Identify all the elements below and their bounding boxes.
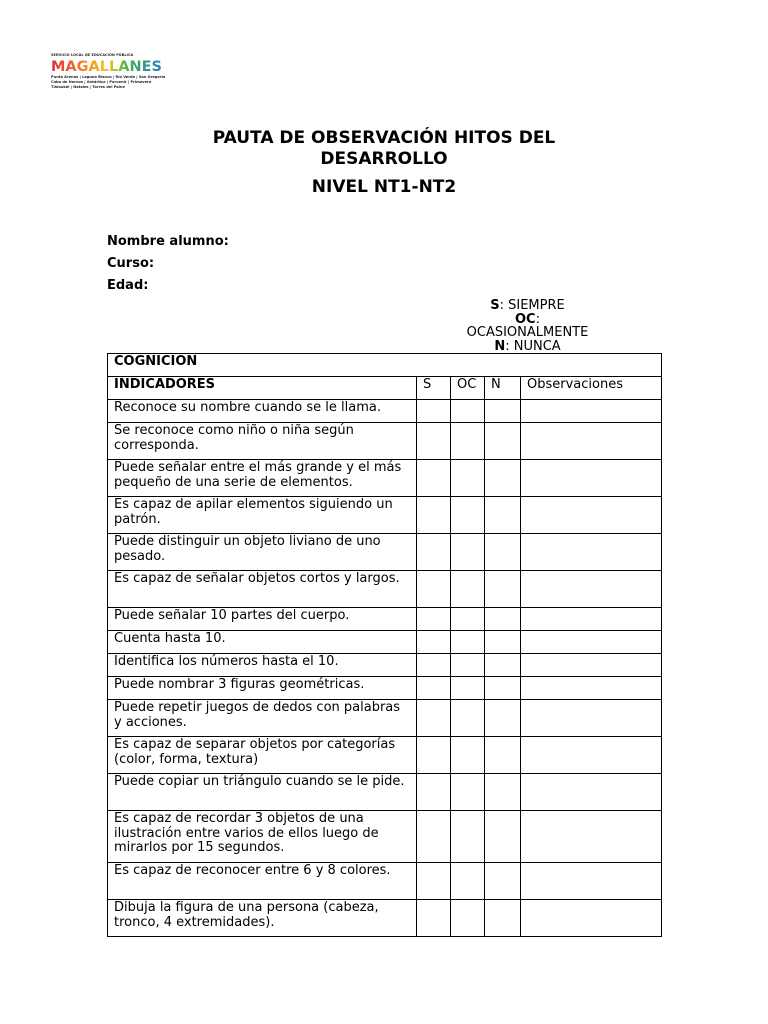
indicator-cell: Es capaz de recordar 3 objetos de una ilustración entre varios de ellos luego de mirarlos por 15 segundos. bbox=[108, 811, 417, 863]
n-cell[interactable] bbox=[485, 677, 521, 700]
observations-cell[interactable] bbox=[521, 700, 662, 737]
n-cell[interactable] bbox=[485, 900, 521, 937]
oc-cell[interactable] bbox=[451, 774, 485, 811]
observations-cell[interactable] bbox=[521, 811, 662, 863]
s-cell[interactable] bbox=[417, 608, 451, 631]
s-cell[interactable] bbox=[417, 631, 451, 654]
indicator-cell: Es capaz de apilar elementos siguiendo un patrón. bbox=[108, 497, 417, 534]
indicator-cell: Puede nombrar 3 figuras geométricas. bbox=[108, 677, 417, 700]
table-row bbox=[108, 400, 662, 423]
document-title bbox=[150, 128, 618, 170]
table-row bbox=[108, 497, 662, 534]
oc-cell[interactable] bbox=[451, 863, 485, 900]
observations-cell[interactable] bbox=[521, 677, 662, 700]
oc-cell[interactable] bbox=[451, 654, 485, 677]
indicator-cell: Puede señalar entre el más grande y el más pequeño de una serie de elementos. bbox=[108, 460, 417, 497]
title-line-2: DESARROLLO bbox=[320, 149, 448, 169]
logo-top-line: SERVICIO LOCAL DE EDUCACIÓN PÚBLICA bbox=[51, 53, 134, 57]
legend-oc-key: OC bbox=[515, 311, 536, 327]
oc-cell[interactable] bbox=[451, 400, 485, 423]
magallanes-logo bbox=[51, 53, 201, 90]
s-cell[interactable] bbox=[417, 497, 451, 534]
n-cell[interactable] bbox=[485, 811, 521, 863]
indicator-cell: Reconoce su nombre cuando se le llama. bbox=[108, 400, 417, 423]
n-cell[interactable] bbox=[485, 774, 521, 811]
age-label: Edad: bbox=[107, 278, 149, 293]
legend-ocasionalmente bbox=[455, 313, 600, 327]
section-title: COGNICIÓN bbox=[108, 354, 662, 377]
indicator-cell: Puede distinguir un objeto liviano de uno pesado. bbox=[108, 534, 417, 571]
table-row bbox=[108, 534, 662, 571]
legend-oc-text2: OCASIONALMENTE bbox=[466, 325, 589, 340]
header-oc: OC bbox=[451, 377, 485, 400]
table-row bbox=[108, 631, 662, 654]
observations-cell[interactable] bbox=[521, 608, 662, 631]
n-cell[interactable] bbox=[485, 571, 521, 608]
n-cell[interactable] bbox=[485, 863, 521, 900]
s-cell[interactable] bbox=[417, 400, 451, 423]
s-cell[interactable] bbox=[417, 700, 451, 737]
observations-cell[interactable] bbox=[521, 400, 662, 423]
n-cell[interactable] bbox=[485, 631, 521, 654]
s-cell[interactable] bbox=[417, 423, 451, 460]
indicator-cell: Puede señalar 10 partes del cuerpo. bbox=[108, 608, 417, 631]
oc-cell[interactable] bbox=[451, 423, 485, 460]
logo-name bbox=[51, 59, 201, 75]
header-n: N bbox=[485, 377, 521, 400]
observations-cell[interactable] bbox=[521, 423, 662, 460]
table-row bbox=[108, 423, 662, 460]
s-cell[interactable] bbox=[417, 677, 451, 700]
legend-n-text: : NUNCA bbox=[505, 338, 561, 354]
table-row bbox=[108, 677, 662, 700]
section-row bbox=[108, 354, 662, 377]
n-cell[interactable] bbox=[485, 654, 521, 677]
n-cell[interactable] bbox=[485, 497, 521, 534]
logo-sub-line: Punta Arenas | Laguna Blanca | Río Verde | San Gregorio bbox=[51, 75, 166, 79]
legend-s-key: S bbox=[490, 298, 500, 313]
indicator-cell: Puede repetir juegos de dedos con palabras y acciones. bbox=[108, 700, 417, 737]
observations-cell[interactable] bbox=[521, 863, 662, 900]
indicator-cell: Es capaz de reconocer entre 6 y 8 colores. bbox=[108, 863, 417, 900]
table-row bbox=[108, 608, 662, 631]
s-cell[interactable] bbox=[417, 654, 451, 677]
n-cell[interactable] bbox=[485, 400, 521, 423]
header-row bbox=[108, 377, 662, 400]
indicator-cell: Cuenta hasta 10. bbox=[108, 631, 417, 654]
indicator-cell: Es capaz de señalar objetos cortos y largos. bbox=[108, 571, 417, 608]
s-cell[interactable] bbox=[417, 774, 451, 811]
observations-cell[interactable] bbox=[521, 534, 662, 571]
legend-s-text: : SIEMPRE bbox=[499, 298, 565, 313]
oc-cell[interactable] bbox=[451, 700, 485, 737]
logo-sub-line: Cabo de Hornos | Antártica | Porvenir | Primavera bbox=[51, 80, 152, 84]
s-cell[interactable] bbox=[417, 460, 451, 497]
legend-siempre bbox=[455, 299, 600, 313]
n-cell[interactable] bbox=[485, 737, 521, 774]
s-cell[interactable] bbox=[417, 811, 451, 863]
s-cell[interactable] bbox=[417, 571, 451, 608]
observations-cell[interactable] bbox=[521, 900, 662, 937]
s-cell[interactable] bbox=[417, 737, 451, 774]
logo-sub-line: Timaukel | Natales | Torres del Paine bbox=[51, 85, 125, 89]
table-row bbox=[108, 811, 662, 863]
n-cell[interactable] bbox=[485, 534, 521, 571]
observations-cell[interactable] bbox=[521, 460, 662, 497]
observations-cell[interactable] bbox=[521, 631, 662, 654]
n-cell[interactable] bbox=[485, 700, 521, 737]
oc-cell[interactable] bbox=[451, 677, 485, 700]
table-row bbox=[108, 737, 662, 774]
oc-cell[interactable] bbox=[451, 534, 485, 571]
title-line-1: PAUTA DE OBSERVACIÓN HITOS DEL bbox=[212, 128, 556, 148]
oc-cell[interactable] bbox=[451, 811, 485, 863]
indicator-cell: Puede copiar un triángulo cuando se le pide. bbox=[108, 774, 417, 811]
course-label: Curso: bbox=[107, 256, 155, 271]
indicator-cell: Se reconoce como niño o niña según corresponda. bbox=[108, 423, 417, 460]
s-cell[interactable] bbox=[417, 900, 451, 937]
indicator-cell: Identifica los números hasta el 10. bbox=[108, 654, 417, 677]
indicator-cell: Dibuja la figura de una persona (cabeza, tronco, 4 extremidades). bbox=[108, 900, 417, 937]
n-cell[interactable] bbox=[485, 608, 521, 631]
legend-n-key: N bbox=[494, 338, 506, 354]
header-indicators: INDICADORES bbox=[108, 377, 417, 400]
header-observations: Observaciones bbox=[521, 377, 662, 400]
observations-cell[interactable] bbox=[521, 571, 662, 608]
table-row bbox=[108, 863, 662, 900]
n-cell[interactable] bbox=[485, 460, 521, 497]
table-row bbox=[108, 700, 662, 737]
oc-cell[interactable] bbox=[451, 571, 485, 608]
n-cell[interactable] bbox=[485, 423, 521, 460]
frequency-legend bbox=[455, 299, 600, 353]
header-s: S bbox=[417, 377, 451, 400]
oc-cell[interactable] bbox=[451, 737, 485, 774]
table-row bbox=[108, 654, 662, 677]
s-cell[interactable] bbox=[417, 534, 451, 571]
oc-cell[interactable] bbox=[451, 460, 485, 497]
level-title: NIVEL NT1-NT2 bbox=[311, 177, 457, 197]
table-row bbox=[108, 571, 662, 608]
observations-cell[interactable] bbox=[521, 654, 662, 677]
table-row bbox=[108, 774, 662, 811]
s-cell[interactable] bbox=[417, 863, 451, 900]
table-row bbox=[108, 460, 662, 497]
legend-oc-text: : bbox=[535, 311, 540, 327]
legend-nunca bbox=[455, 340, 600, 354]
observations-cell[interactable] bbox=[521, 497, 662, 534]
observation-table bbox=[107, 353, 662, 937]
student-name-label: Nombre alumno: bbox=[107, 234, 229, 249]
oc-cell[interactable] bbox=[451, 631, 485, 654]
observations-cell[interactable] bbox=[521, 774, 662, 811]
oc-cell[interactable] bbox=[451, 900, 485, 937]
oc-cell[interactable] bbox=[451, 608, 485, 631]
logo-name-text: MAGALLANES bbox=[51, 59, 162, 75]
indicator-cell: Es capaz de separar objetos por categorías (color, forma, textura) bbox=[108, 737, 417, 774]
table-row bbox=[108, 900, 662, 937]
observations-cell[interactable] bbox=[521, 737, 662, 774]
oc-cell[interactable] bbox=[451, 497, 485, 534]
